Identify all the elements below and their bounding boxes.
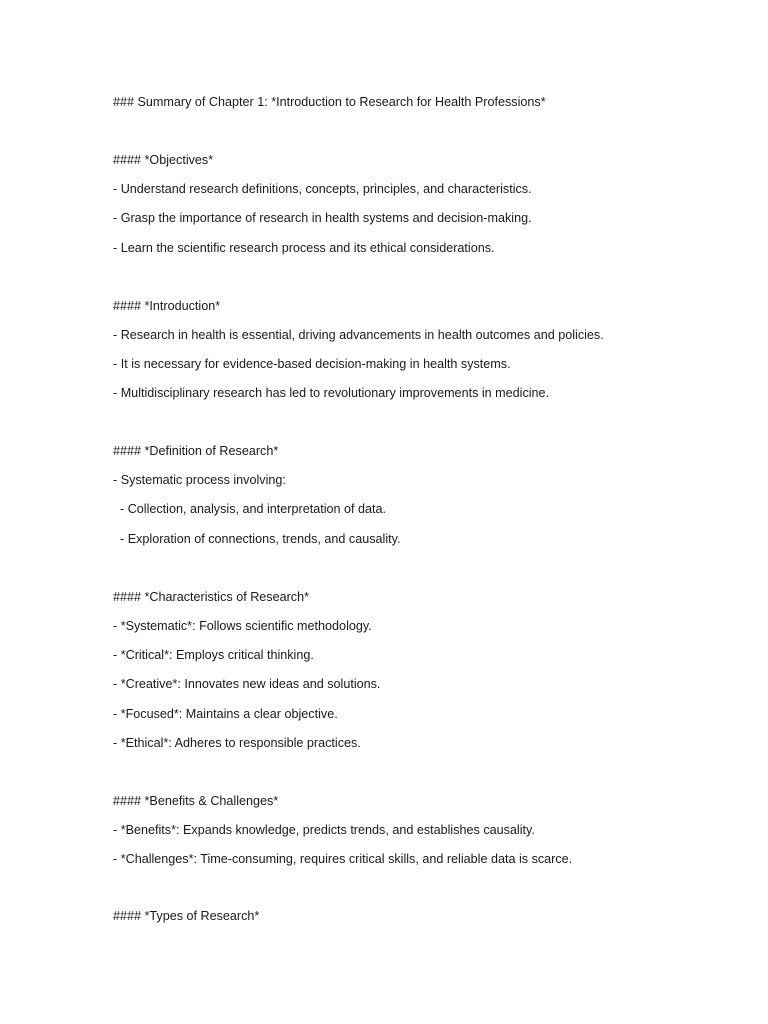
list-item: - *Ethical*: Adheres to responsible practices. (113, 736, 361, 750)
list-item: - Research in health is essential, driving advancements in health outcomes and policies. (113, 328, 604, 342)
list-item: - *Critical*: Employs critical thinking. (113, 648, 314, 662)
list-item: - It is necessary for evidence-based decision-making in health systems. (113, 357, 511, 371)
list-item: - *Systematic*: Follows scientific methodology. (113, 619, 372, 633)
section-heading-definition: #### *Definition of Research* (113, 444, 279, 458)
section-heading-characteristics: #### *Characteristics of Research* (113, 590, 309, 604)
list-subitem: - Collection, analysis, and interpretation of data. (113, 502, 387, 516)
list-item: - *Focused*: Maintains a clear objective. (113, 707, 338, 721)
section-heading-objectives: #### *Objectives* (113, 153, 214, 167)
section-heading-benefits-challenges: #### *Benefits & Challenges* (113, 794, 279, 808)
list-item: - *Challenges*: Time-consuming, requires critical skills, and reliable data is scarce. (113, 852, 573, 866)
list-item: - *Creative*: Innovates new ideas and solutions. (113, 677, 381, 691)
list-item: - Learn the scientific research process and its ethical considerations. (113, 241, 495, 255)
list-item: - Understand research definitions, concepts, principles, and characteristics. (113, 182, 532, 196)
list-item: - Grasp the importance of research in health systems and decision-making. (113, 211, 532, 225)
list-item: - *Benefits*: Expands knowledge, predicts trends, and establishes causality. (113, 823, 535, 837)
section-heading-introduction: #### *Introduction* (113, 299, 221, 313)
section-heading-types: #### *Types of Research* (113, 909, 260, 923)
document-title: ### Summary of Chapter 1: *Introduction to Research for Health Professions* (113, 95, 546, 109)
list-subitem: - Exploration of connections, trends, and causality. (113, 532, 401, 546)
list-item: - Multidisciplinary research has led to revolutionary improvements in medicine. (113, 386, 550, 400)
list-item: - Systematic process involving: (113, 473, 286, 487)
